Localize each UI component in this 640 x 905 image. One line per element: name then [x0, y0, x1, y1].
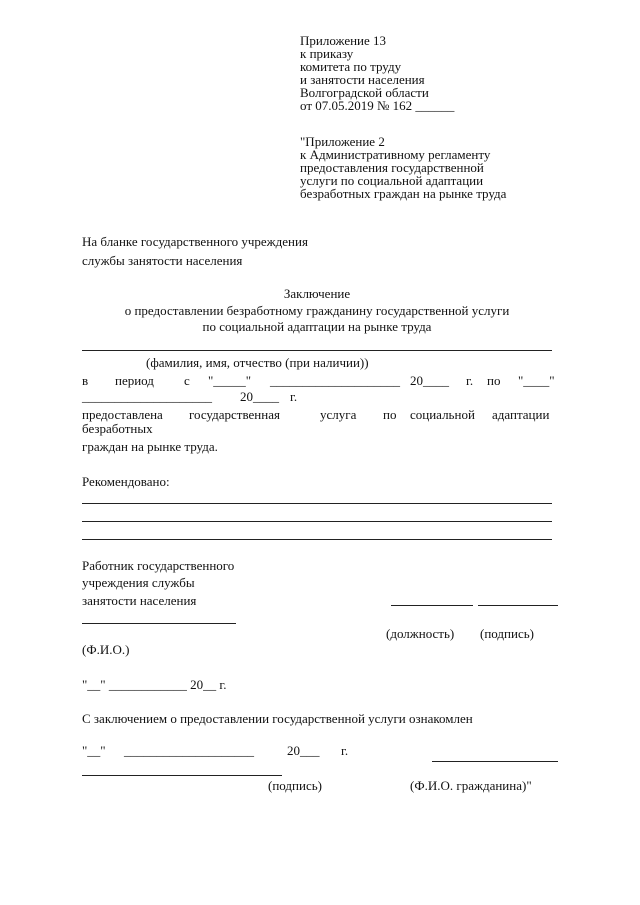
appendix-13-line: Волгоградской области [300, 85, 429, 100]
fio-caption: (фамилия, имя, отчество (при наличии)) [146, 355, 369, 370]
provided-word: по [383, 407, 397, 422]
provided-line-2: безработных [82, 421, 153, 436]
citizen-fio-blank-line [432, 761, 558, 762]
appendix-2-line: предоставления государственной [300, 160, 484, 175]
letterhead-note: На бланке государственного учреждения [82, 234, 308, 249]
appendix-2-line: к Административному регламенту [300, 147, 491, 162]
provided-line-3: граждан на рынке труда. [82, 439, 218, 454]
document-title: Заключение [283, 286, 351, 301]
recommended-label: Рекомендовано: [82, 474, 170, 489]
letterhead-note: службы занятости населения [82, 253, 243, 268]
citizen-date-year-suffix: г. [341, 743, 349, 758]
appendix-2-line: услуги по социальной адаптации [300, 173, 484, 188]
period-word: г. [290, 389, 298, 404]
citizen-date-year: 20___ [287, 743, 320, 758]
document-subtitle: по социальной адаптации на рынке труда [202, 319, 432, 334]
appendix-13-line: и занятости населения [300, 72, 425, 87]
period-start-day: "_____" [208, 373, 252, 388]
provided-word: государственная [189, 407, 280, 422]
period-word: с [184, 373, 190, 388]
worker-fio-blank-line [82, 623, 236, 624]
worker-label: Работник государственного [82, 558, 235, 573]
recommendation-line [82, 539, 552, 540]
recommendation-line [82, 503, 552, 504]
appendix-13-order-date: от 07.05.2019 № 162 ______ [300, 98, 455, 113]
provided-word: предоставлена [82, 407, 163, 422]
signature-caption: (подпись) [480, 626, 534, 641]
fio-short-caption: (Ф.И.О.) [82, 642, 130, 657]
citizen-signature-blank-line [82, 775, 282, 776]
acquainted-statement: С заключением о предоставлении государственной услуги ознакомлен [82, 711, 473, 726]
citizen-signature-caption: (подпись) [268, 778, 322, 793]
provided-word: адаптации [492, 407, 550, 422]
position-caption: (должность) [386, 626, 455, 641]
worker-label: занятости населения [82, 593, 197, 608]
period-word: в [82, 373, 89, 388]
worker-label: учреждения службы [82, 575, 195, 590]
period-word: по [487, 373, 501, 388]
citizen-date-month: ____________________ [124, 743, 254, 758]
appendix-13-line: комитета по труду [300, 59, 402, 74]
signature-blank-line [478, 605, 558, 606]
provided-word: услуга [320, 407, 357, 422]
citizen-date-day: "__" [82, 743, 106, 758]
appendix-13-line: к приказу [300, 46, 354, 61]
appendix-2-title: "Приложение 2 [300, 134, 385, 149]
recommendation-line [82, 521, 552, 522]
period-word: г. [466, 373, 474, 388]
document-subtitle: о предоставлении безработному гражданину государственной услуги [124, 303, 510, 318]
period-end-day: "____" [518, 373, 555, 388]
appendix-13-title: Приложение 13 [300, 33, 387, 48]
fio-blank-line [82, 350, 552, 351]
worker-date-line: "__" ____________ 20__ г. [82, 677, 227, 692]
provided-word: социальной [410, 407, 475, 422]
appendix-2-line: безработных граждан на рынке труда [300, 186, 507, 201]
period-start-month: ____________________ [270, 373, 400, 388]
period-start-year: 20____ [410, 373, 449, 388]
period-end-month: ____________________ [82, 389, 212, 404]
citizen-fio-caption: (Ф.И.О. гражданина)" [410, 778, 532, 793]
period-word: период [115, 373, 154, 388]
position-blank-line [391, 605, 473, 606]
period-end-year: 20____ [240, 389, 279, 404]
